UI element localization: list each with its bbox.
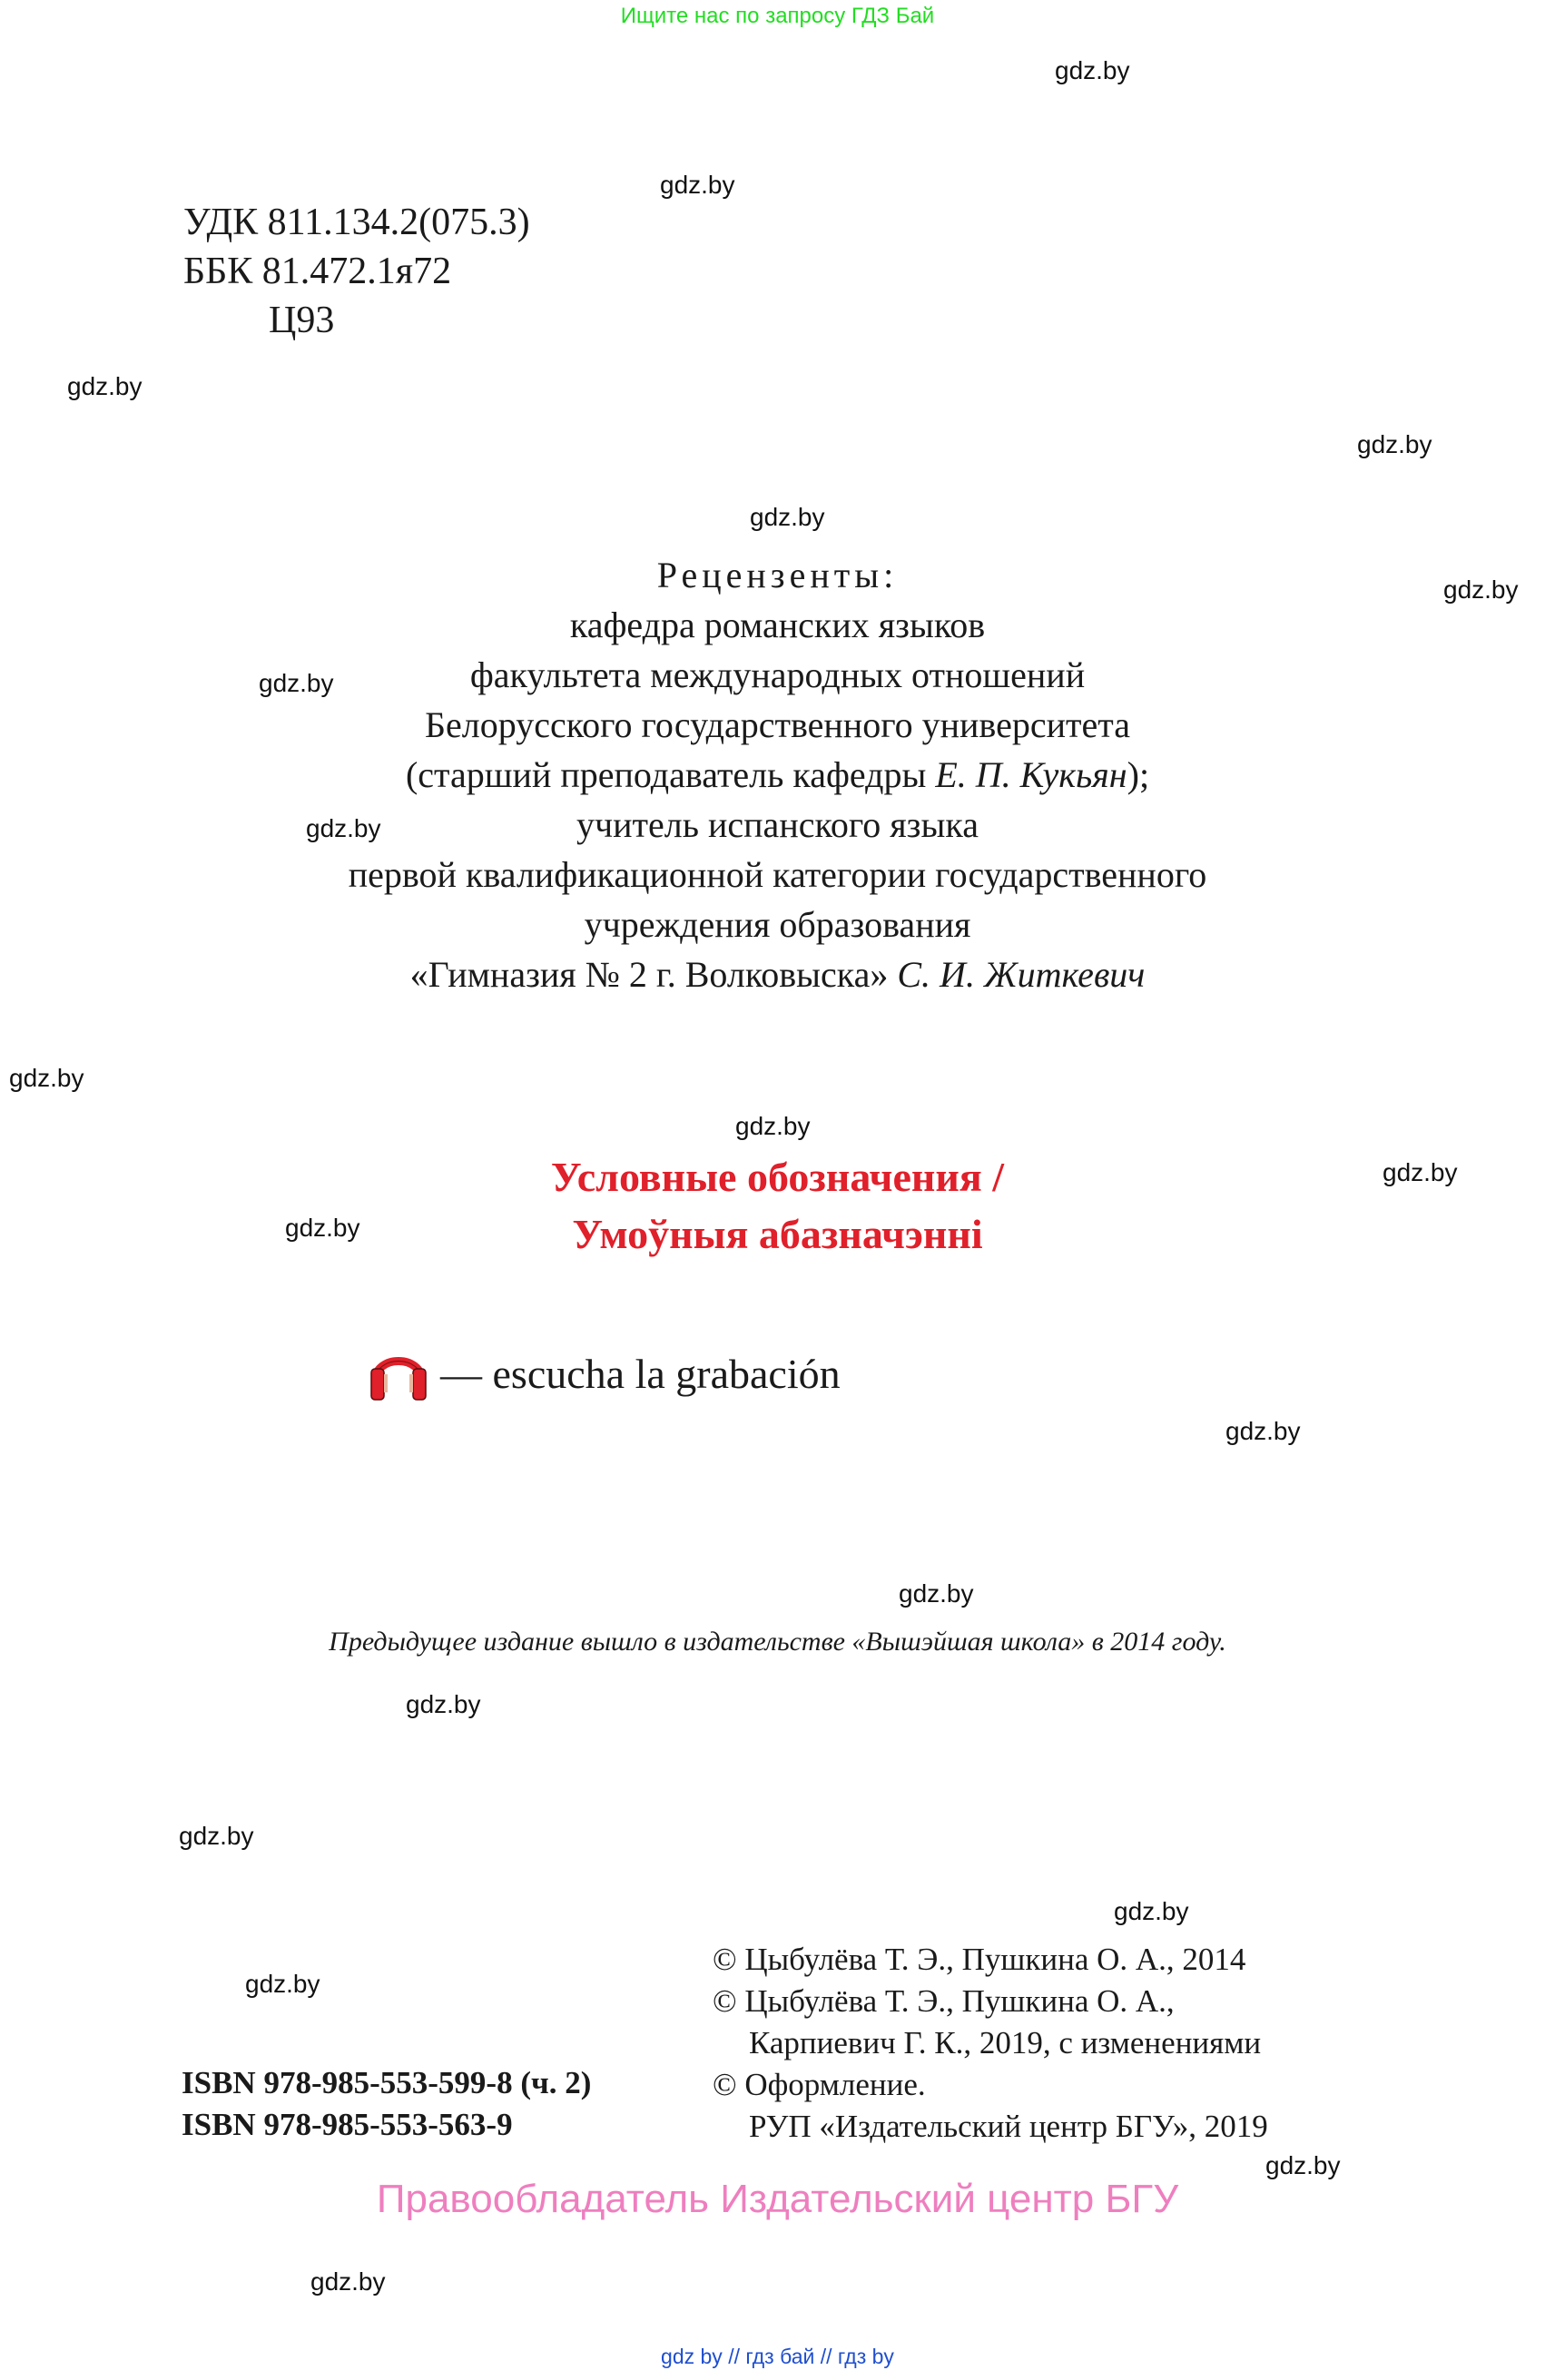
legend-title-by: Умоўныя абазначэнні	[572, 1211, 983, 1257]
previous-edition-note: Предыдущее издание вышло в издательстве «Вышэйшая школа» в 2014 году.	[329, 1627, 1226, 1657]
isbn-block	[182, 2062, 591, 2146]
reviewer-line: Белорусского государственного университета	[425, 704, 1130, 745]
watermark-text: gdz.by	[67, 372, 143, 400]
watermark-text: gdz.by	[750, 503, 825, 531]
isbn-set: ISBN 978-985-553-563-9	[182, 2107, 513, 2142]
reviewer-line: факультета международных отношений	[469, 654, 1086, 695]
watermark-text: gdz.by	[899, 1579, 974, 1608]
isbn-part: ISBN 978-985-553-599-8 (ч. 2)	[182, 2065, 592, 2100]
watermark-text: gdz.by	[406, 1690, 481, 1718]
watermark-text: gdz.by	[1055, 56, 1130, 84]
bottom-banner[interactable]: gdz by // гдз бай // гдз by	[661, 2345, 894, 2368]
watermark-text: gdz.by	[245, 1970, 320, 1998]
copyright-line: © Цыбулёва Т. Э., Пушкина О. А.,	[713, 1983, 1175, 2019]
legend-item-audio	[368, 1345, 841, 1401]
reviewer-line: учитель испанского языка	[576, 804, 979, 845]
watermark-text: gdz.by	[1265, 2151, 1341, 2179]
watermark-text: gdz.by	[9, 1064, 84, 1092]
watermark-text: gdz.by	[735, 1112, 811, 1140]
reviewers-title: Рецензенты:	[656, 555, 899, 595]
reviewer-name: С. И. Житкевич	[897, 954, 1146, 995]
reviewer-line: кафедра романских языков	[569, 605, 986, 645]
udk-code: УДК 811.134.2(075.3)	[183, 202, 530, 243]
headphones-icon	[368, 1345, 429, 1401]
watermark-text: gdz.by	[1383, 1158, 1458, 1186]
reviewer-line-with-name	[0, 753, 1555, 796]
watermark-text: gdz.by	[259, 669, 334, 697]
watermark-text: gdz.by	[1357, 430, 1432, 458]
reviewer-suffix: );	[1127, 754, 1150, 795]
watermark-text: gdz.by	[660, 171, 735, 199]
classification-block	[183, 198, 530, 345]
watermark-text: gdz.by	[1443, 575, 1519, 604]
copyright-line: © Цыбулёва Т. Э., Пушкина О. А., 2014	[713, 1942, 1246, 1977]
author-code: Ц93	[269, 300, 335, 341]
reviewer-line: первой квалификационной категории государственного	[348, 854, 1207, 895]
copyright-line: Карпиевич Г. К., 2019, с изменениями	[749, 2025, 1262, 2060]
legend-title-ru: Условные обозначения /	[550, 1154, 1005, 1200]
reviewer-line: учреждения образования	[584, 904, 971, 945]
copyright-line: РУП «Издательский центр БГУ», 2019	[749, 2109, 1268, 2144]
reviewer-line-with-name	[0, 953, 1555, 996]
reviewer-institution: «Гимназия № 2 г. Волковыска»	[409, 954, 898, 995]
watermark-text: gdz.by	[285, 1214, 360, 1242]
copyright-block	[713, 1939, 1268, 2148]
reviewer-name: Е. П. Кукьян	[935, 754, 1127, 795]
watermark-text: gdz.by	[1114, 1897, 1189, 1925]
reviewer-position: (старший преподаватель кафедры	[405, 754, 936, 795]
watermark-text: gdz.by	[1225, 1417, 1301, 1445]
copyright-line: © Оформление.	[713, 2067, 926, 2102]
watermark-text: gdz.by	[179, 1822, 254, 1850]
legend-item-label: — escucha la grabación	[440, 1350, 841, 1397]
top-banner: Ищите нас по запросу ГДЗ Бай	[620, 4, 935, 28]
watermark-text: gdz.by	[306, 814, 381, 842]
bbk-code: ББК 81.472.1я72	[183, 251, 452, 292]
watermark-text: gdz.by	[310, 2267, 386, 2296]
rights-holder: Правообладатель Издательский центр БГУ	[376, 2177, 1179, 2221]
